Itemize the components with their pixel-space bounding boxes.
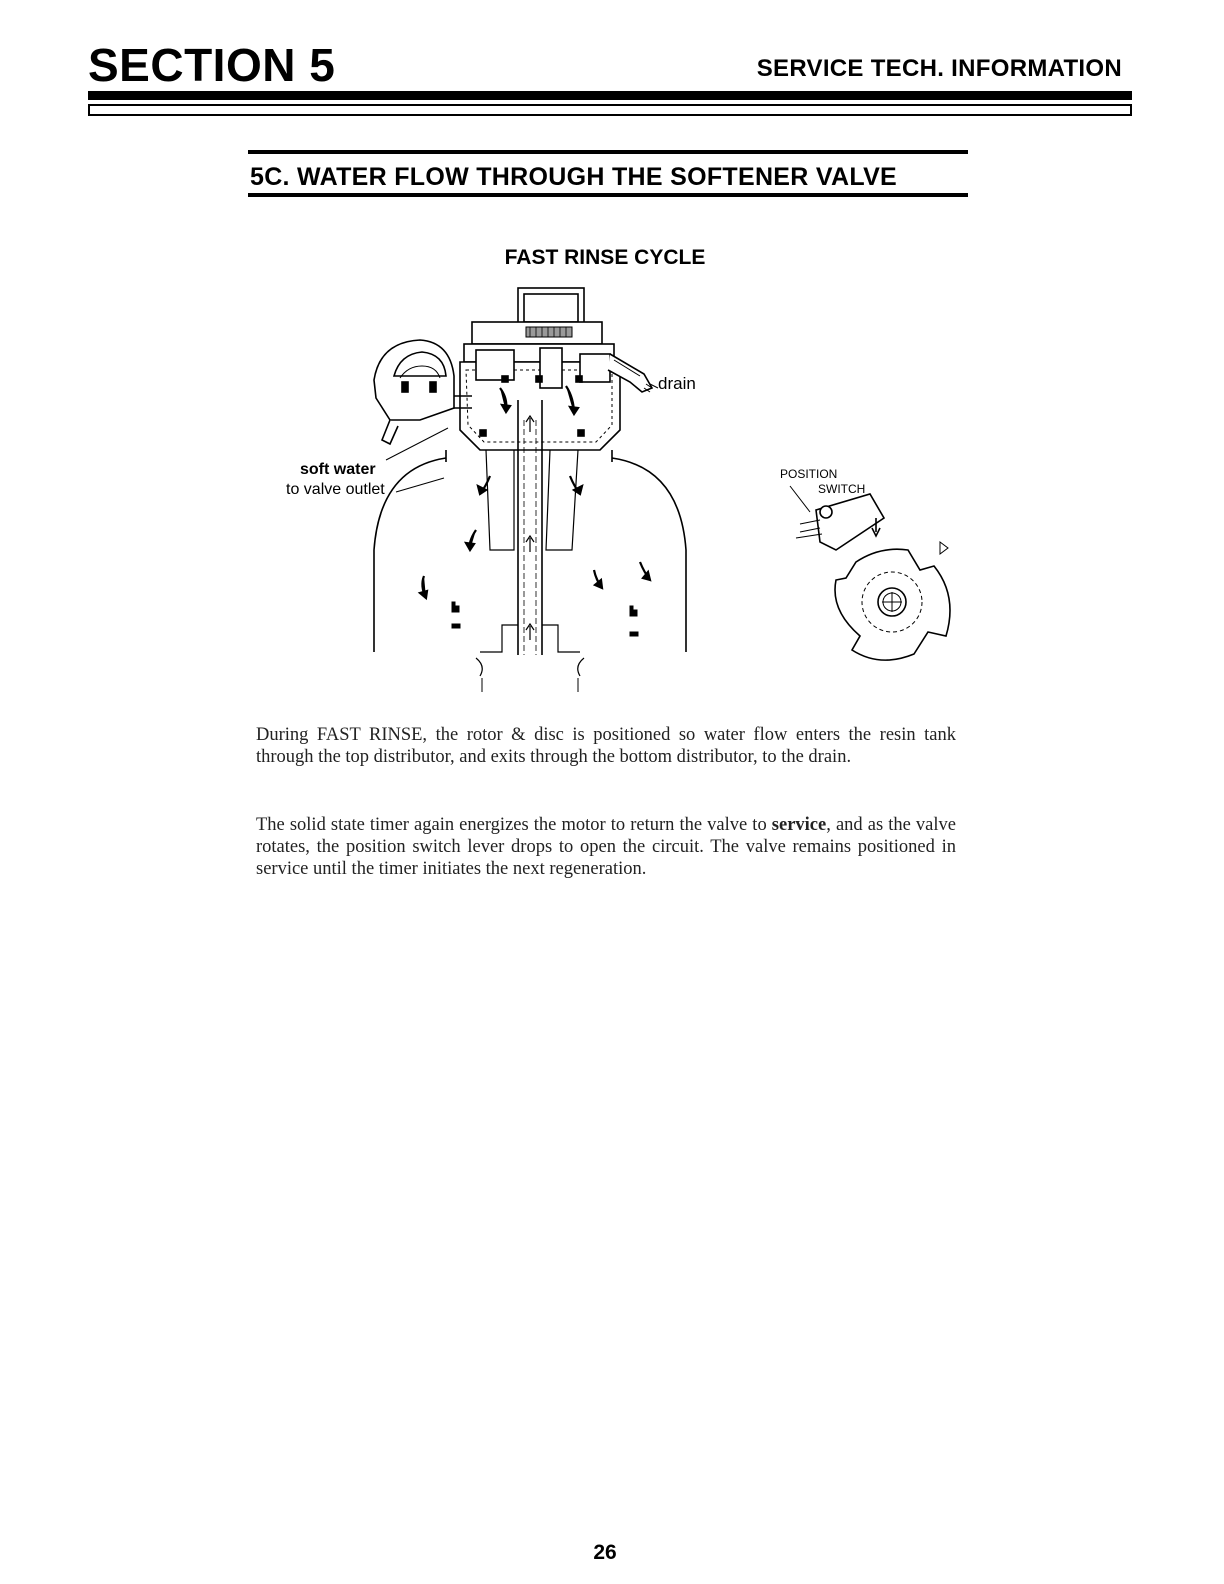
outlet-leader <box>396 478 444 492</box>
paragraph-text-start: The solid state timer again energizes the motor to return the valve to <box>256 815 772 835</box>
bypass-housing <box>374 340 472 444</box>
flow-markers <box>452 602 638 636</box>
header-rule <box>88 91 1132 100</box>
paragraph-text-end: , and as the valve rotates, the position switch lever drops to open the circuit. The valve remains positioned in service until the timer initiates the next regeneration. <box>256 815 956 879</box>
service-emphasis: service <box>771 815 827 835</box>
valve-outlet-label: to valve outlet <box>286 481 385 498</box>
section-title: SECTION 5 <box>88 39 336 91</box>
soft-water-label: soft water <box>300 461 376 478</box>
subsection-rule-bottom <box>248 193 968 197</box>
subsection-rule-top <box>248 150 968 154</box>
valve-body <box>460 348 620 450</box>
return-to-service-paragraph <box>256 814 956 880</box>
drain-label: drain <box>658 374 696 393</box>
timer-disc <box>835 549 950 660</box>
position-label: POSITION <box>780 467 838 481</box>
fast-rinse-paragraph: During FAST RINSE, the rotor & disc is positioned so water flow enters the resin tank through the top distributor, and exits through the bottom distributor, to the drain. <box>256 725 956 767</box>
position-switch <box>790 486 948 554</box>
page-number: 26 <box>593 1541 617 1564</box>
header-rule-box <box>88 104 1132 116</box>
subsection-title: 5C. WATER FLOW THROUGH THE SOFTENER VALVE <box>250 163 898 191</box>
figure-title: FAST RINSE CYCLE <box>504 246 706 269</box>
section-subtitle: SERVICE TECH. INFORMATION <box>756 55 1122 82</box>
switch-label: SWITCH <box>818 482 866 496</box>
